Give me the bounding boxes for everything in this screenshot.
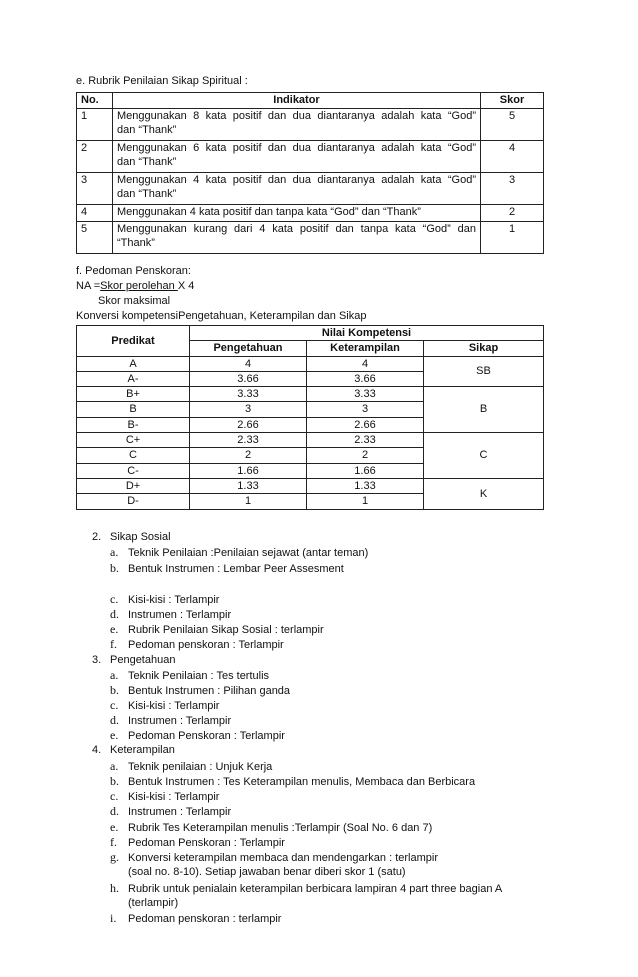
- conv-predikat: B: [77, 402, 190, 417]
- list-marker: g.: [110, 850, 119, 864]
- conv-header-predikat: Predikat: [77, 326, 190, 357]
- conversion-table: [76, 325, 544, 510]
- table-row: [77, 433, 544, 448]
- list-subitem: [110, 592, 219, 608]
- conv-pengetahuan: 1.33: [190, 478, 307, 493]
- list-subitem: [110, 668, 269, 684]
- conv-header-keterampilan: Keterampilan: [307, 341, 424, 356]
- rubric-indikator: [113, 173, 481, 205]
- rubric-indikator: [113, 141, 481, 173]
- rubric-row: [77, 141, 544, 173]
- list-marker: c.: [110, 789, 119, 803]
- list-title: Sikap Sosial: [110, 531, 171, 543]
- rubric-indikator: [113, 205, 481, 222]
- list-subitem: [110, 911, 281, 927]
- list-title: Pengetahuan: [110, 654, 176, 666]
- list-text: Rubrik Tes Keterampilan menulis :Terlampir (Soal No. 6 dan 7): [128, 822, 433, 834]
- conv-pengetahuan: 3: [190, 402, 307, 417]
- list-item: [92, 530, 171, 544]
- list-text-continuation: (soal no. 8-10). Setiap jawaban benar diberi skor 1 (satu): [128, 866, 406, 878]
- rubric-row: [77, 205, 544, 222]
- list-marker: c.: [110, 698, 119, 712]
- list-marker: i.: [110, 911, 117, 925]
- rubric-indikator-line: dan “Thank”: [117, 156, 177, 169]
- rubric-header-indikator: Indikator: [113, 93, 481, 109]
- list-text: Teknik Penilaian :Penilaian sejawat (antar teman): [128, 547, 369, 559]
- conv-sikap: C: [424, 433, 544, 479]
- list-subitem: [110, 637, 284, 653]
- conv-predikat: D+: [77, 478, 190, 493]
- list-text: Konversi keterampilan membaca dan mendengarkan : terlampir: [128, 852, 438, 864]
- formula-denominator: Skor maksimal: [98, 295, 171, 307]
- conv-pengetahuan: 3.33: [190, 387, 307, 402]
- conv-header-nilai: Nilai Kompetensi: [190, 326, 544, 341]
- list-text: Kisi-kisi : Terlampir: [128, 594, 220, 606]
- list-marker: b.: [110, 774, 119, 788]
- list-marker: e.: [110, 622, 119, 636]
- list-text: Teknik Penilaian : Tes tertulis: [128, 670, 270, 682]
- list-marker: e.: [110, 820, 119, 834]
- list-marker: a.: [110, 759, 119, 773]
- konversi-title: Konversi kompetensiPengetahuan, Keterampilan dan Sikap: [76, 310, 367, 322]
- conv-predikat: B+: [77, 387, 190, 402]
- rubric-indikator-line: Menggunakan 4 kata positif dan tanpa kata “God” dan “Thank”: [117, 206, 421, 218]
- list-subitem: [110, 804, 231, 820]
- list-item: [92, 743, 175, 757]
- list-text: Instrumen : Terlampir: [128, 806, 232, 818]
- pedoman-heading: f. Pedoman Penskoran:: [76, 265, 191, 277]
- rubric-row: [77, 173, 544, 205]
- rubric-indikator: [113, 109, 481, 141]
- list-marker: b.: [110, 683, 119, 697]
- list-subitem: [110, 759, 272, 775]
- list-subitem: [110, 728, 285, 744]
- rubric-no: 4: [77, 205, 113, 222]
- formula-prefix: NA =: [76, 280, 101, 292]
- list-text: Pedoman Penskoran : Terlampir: [128, 730, 285, 742]
- list-marker: h.: [110, 881, 119, 895]
- list-text: Rubrik Penilaian Sikap Sosial : terlampir: [128, 624, 324, 636]
- conv-keterampilan: 1.66: [307, 463, 424, 478]
- list-subitem: [110, 713, 231, 729]
- list-number: 2.: [92, 531, 102, 543]
- list-subitem: [110, 774, 475, 790]
- conv-keterampilan: 1: [307, 494, 424, 509]
- conv-predikat: A: [77, 356, 190, 371]
- conv-predikat: B-: [77, 417, 190, 432]
- conv-keterampilan: 1.33: [307, 478, 424, 493]
- table-row: [77, 356, 544, 371]
- list-marker: d.: [110, 607, 119, 621]
- list-marker: e.: [110, 728, 119, 742]
- list-text: Kisi-kisi : Terlampir: [128, 700, 220, 712]
- list-number: 4.: [92, 744, 102, 756]
- rubric-skor: 4: [481, 141, 544, 173]
- list-text: Bentuk Instrumen : Tes Keterampilan menulis, Membaca dan Berbicara: [128, 776, 476, 788]
- rubric-no: 1: [77, 109, 113, 141]
- conv-header-pengetahuan: Pengetahuan: [190, 341, 307, 356]
- rubric-skor: 3: [481, 173, 544, 205]
- conv-pengetahuan: 1: [190, 494, 307, 509]
- rubric-skor: 1: [481, 222, 544, 254]
- rubric-no: 3: [77, 173, 113, 205]
- formula-suffix: X 4: [177, 280, 195, 292]
- rubric-no: 2: [77, 141, 113, 173]
- conv-sikap: SB: [424, 356, 544, 387]
- rubric-indikator-line: dan “Thank”: [117, 188, 177, 201]
- rubric-indikator-line: Menggunakan kurang dari 4 kata positif dan tanpa kata “God” dan: [117, 223, 476, 235]
- list-title: Keterampilan: [110, 744, 175, 756]
- list-marker: a.: [110, 668, 119, 682]
- rubric-indikator-line: Menggunakan 8 kata positif dan dua diantaranya adalah kata “God”: [117, 110, 476, 122]
- list-marker: c.: [110, 592, 119, 606]
- conv-keterampilan: 3.66: [307, 371, 424, 386]
- formula-line: [76, 279, 194, 293]
- list-text: Rubrik untuk penialain keterampilan berbicara lampiran 4 part three bagian A: [128, 883, 503, 895]
- conv-predikat: C+: [77, 433, 190, 448]
- list-subitem: [110, 607, 231, 623]
- list-marker: f.: [110, 835, 117, 849]
- rubric-indikator-line: Menggunakan 6 kata positif dan dua diantaranya adalah kata “God”: [117, 142, 476, 154]
- list-subitem: [110, 789, 219, 805]
- list-text: Pedoman penskoran : Terlampir: [128, 639, 284, 651]
- list-subitem: [110, 545, 368, 561]
- conv-sikap: B: [424, 387, 544, 433]
- conv-keterampilan: 3.33: [307, 387, 424, 402]
- conv-keterampilan: 4: [307, 356, 424, 371]
- list-subitem: [110, 561, 344, 577]
- list-text: Pedoman penskoran : terlampir: [128, 913, 282, 925]
- list-number: 3.: [92, 654, 102, 666]
- conv-keterampilan: 2.66: [307, 417, 424, 432]
- list-marker: d.: [110, 804, 119, 818]
- conv-header-row: [77, 326, 544, 341]
- list-subitem: [110, 835, 285, 851]
- rubric-skor: 2: [481, 205, 544, 222]
- list-subitem: [110, 698, 219, 714]
- rubric-indikator-line: “Thank”: [117, 237, 155, 250]
- conv-pengetahuan: 2.33: [190, 433, 307, 448]
- rubric-row: [77, 222, 544, 254]
- list-text: Bentuk Instrumen : Lembar Peer Assesment: [128, 563, 344, 575]
- rubric-header-skor: Skor: [481, 93, 544, 109]
- conv-pengetahuan: 2.66: [190, 417, 307, 432]
- list-marker: a.: [110, 545, 119, 559]
- rubric-indikator-line: Menggunakan 4 kata positif dan dua diantaranya adalah kata “God”: [117, 174, 476, 186]
- conv-predikat: D-: [77, 494, 190, 509]
- list-text: Instrumen : Terlampir: [128, 715, 232, 727]
- list-item: [92, 653, 175, 667]
- conv-pengetahuan: 3.66: [190, 371, 307, 386]
- list-marker: f.: [110, 637, 117, 651]
- rubric-heading: e. Rubrik Penilaian Sikap Spiritual :: [76, 75, 248, 87]
- list-marker: b.: [110, 561, 119, 575]
- rubric-indikator-line: dan “Thank”: [117, 124, 177, 137]
- list-subitem: [110, 820, 432, 836]
- rubric-header-row: [77, 93, 544, 109]
- conv-pengetahuan: 1.66: [190, 463, 307, 478]
- table-row: [77, 478, 544, 493]
- list-text: Bentuk Instrumen : Pilihan ganda: [128, 685, 291, 697]
- conv-pengetahuan: 4: [190, 356, 307, 371]
- rubric-table: [76, 92, 544, 254]
- conv-header-sikap: Sikap: [424, 341, 544, 356]
- list-text: Pedoman Penskoran : Terlampir: [128, 837, 285, 849]
- conv-keterampilan: 3: [307, 402, 424, 417]
- table-row: [77, 387, 544, 402]
- conv-keterampilan: 2.33: [307, 433, 424, 448]
- list-subitem: [110, 881, 502, 897]
- list-marker: d.: [110, 713, 119, 727]
- rubric-no: 5: [77, 222, 113, 254]
- conv-keterampilan: 2: [307, 448, 424, 463]
- conv-predikat: C: [77, 448, 190, 463]
- rubric-header-no: No.: [77, 93, 113, 109]
- rubric-skor: 5: [481, 109, 544, 141]
- conv-predikat: A-: [77, 371, 190, 386]
- list-text: Teknik penilaian : Unjuk Kerja: [128, 761, 273, 773]
- list-text-continuation: (terlampir): [128, 897, 179, 909]
- list-text: Kisi-kisi : Terlampir: [128, 791, 220, 803]
- list-text: Instrumen : Terlampir: [128, 609, 232, 621]
- formula-numerator: Skor perolehan: [100, 280, 178, 292]
- list-subitem: [110, 850, 438, 866]
- rubric-row: [77, 109, 544, 141]
- rubric-indikator: [113, 222, 481, 254]
- list-subitem: [110, 622, 324, 638]
- conv-predikat: C-: [77, 463, 190, 478]
- list-subitem: [110, 683, 290, 699]
- conv-sikap: K: [424, 478, 544, 509]
- conv-pengetahuan: 2: [190, 448, 307, 463]
